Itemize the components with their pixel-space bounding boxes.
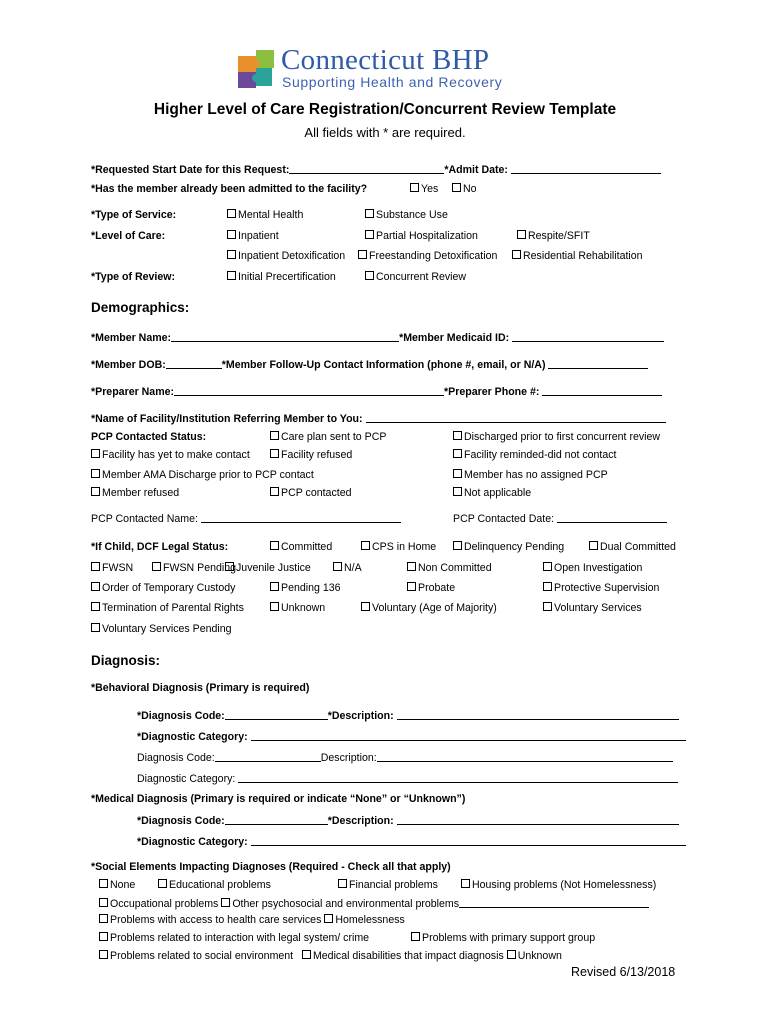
description-label: Description: [320, 752, 377, 764]
termination-checkbox[interactable]: Termination of Parental Rights [91, 602, 244, 615]
diagnostic-category-label: Diagnostic Category: [137, 773, 236, 785]
social-env-row[interactable] [99, 950, 562, 963]
diagnostic-category-label: *Diagnostic Category: [137, 836, 248, 848]
description-label: *Description: [327, 710, 394, 722]
respite-checkbox[interactable]: Respite/SFIT [517, 230, 590, 243]
initial-precert-checkbox[interactable]: Initial Precertification [227, 271, 336, 284]
not-applicable-checkbox[interactable]: Not applicable [453, 487, 531, 500]
diagnosis-code-label: *Diagnosis Code: [137, 710, 225, 722]
freestanding-detox-checkbox[interactable]: Freestanding Detoxification [358, 250, 497, 263]
non-committed-checkbox[interactable]: Non Committed [407, 562, 492, 575]
diagnosis-heading: Diagnosis: [91, 653, 161, 668]
occupational-checkbox[interactable]: Occupational problems [99, 898, 218, 910]
care-plan-checkbox[interactable]: Care plan sent to PCP [270, 431, 386, 444]
page-subtitle: All fields with * are required. [304, 125, 466, 140]
admitted-no-checkbox[interactable]: No [452, 183, 477, 196]
cps-in-home-checkbox[interactable]: CPS in Home [361, 541, 436, 554]
facility-reminded-checkbox[interactable]: Facility reminded-did not contact [453, 449, 617, 462]
admit-date-label: *Admit Date: [444, 164, 508, 176]
dcf-na-checkbox[interactable]: N/A [333, 562, 362, 575]
revised-date: Revised 6/13/2018 [571, 965, 676, 979]
preparer-name-field[interactable] [91, 385, 662, 399]
open-investigation-checkbox[interactable]: Open Investigation [543, 562, 642, 575]
description-label: *Description: [327, 815, 394, 827]
fwsn-checkbox[interactable]: FWSN [91, 562, 133, 575]
type-of-review-label: *Type of Review: [91, 271, 175, 283]
fwsn-pending-checkbox[interactable]: FWSN Pending [152, 562, 236, 575]
mental-health-checkbox[interactable]: Mental Health [227, 209, 303, 222]
member-name-field[interactable] [91, 331, 664, 345]
delinquency-pending-checkbox[interactable]: Delinquency Pending [453, 541, 564, 554]
behavioral-diagnosis-label: *Behavioral Diagnosis (Primary is required) [91, 682, 310, 694]
pcp-status-label: PCP Contacted Status: [91, 431, 207, 443]
facility-refused-checkbox[interactable]: Facility refused [270, 449, 352, 462]
medical-disabilities-checkbox[interactable]: Medical disabilities that impact diagnosis [302, 950, 504, 962]
secondary-code-field[interactable] [137, 751, 673, 765]
admitted-yes-checkbox[interactable]: Yes [410, 183, 438, 196]
social-environment-checkbox[interactable]: Problems related to social environment [99, 950, 293, 962]
pcp-date-label: PCP Contacted Date: [453, 513, 555, 525]
medical-category-field[interactable] [137, 835, 686, 849]
referring-facility-field[interactable] [91, 412, 666, 426]
logo [236, 44, 536, 92]
temp-custody-checkbox[interactable]: Order of Temporary Custody [91, 582, 235, 595]
start-date-label: *Requested Start Date for this Request: [91, 164, 290, 176]
diagnosis-code-label: *Diagnosis Code: [137, 815, 225, 827]
dcf-status-label: *If Child, DCF Legal Status: [91, 541, 229, 553]
start-date-field[interactable] [91, 163, 661, 177]
medical-code-field[interactable] [137, 814, 679, 828]
pcp-name-field[interactable] [91, 512, 401, 526]
discharged-checkbox[interactable]: Discharged prior to first concurrent review [453, 431, 660, 444]
substance-use-checkbox[interactable]: Substance Use [365, 209, 448, 222]
preparer-name-label: *Preparer Name: [91, 386, 175, 398]
puzzle-logo-icon [236, 48, 280, 92]
followup-label: *Member Follow-Up Contact Information (phone #, email, or N/A) [221, 359, 546, 371]
occupational-row[interactable] [99, 897, 649, 911]
medicaid-id-label: *Member Medicaid ID: [399, 332, 510, 344]
pcp-date-field[interactable] [453, 512, 667, 526]
secondary-category-field[interactable] [137, 772, 678, 786]
member-dob-label: *Member DOB: [91, 359, 166, 371]
preparer-phone-label: *Preparer Phone #: [444, 386, 540, 398]
housing-checkbox[interactable]: Housing problems (Not Homelessness) [461, 879, 656, 892]
social-elements-label: *Social Elements Impacting Diagnoses (Required - Check all that apply) [91, 861, 451, 873]
concurrent-review-checkbox[interactable]: Concurrent Review [365, 271, 466, 284]
dcf-unknown-checkbox[interactable]: Unknown [270, 602, 325, 615]
behavioral-code-field[interactable] [137, 709, 679, 723]
behavioral-category-field[interactable] [137, 730, 686, 744]
page-title: Higher Level of Care Registration/Concurrent Review Template [153, 101, 617, 118]
juvenile-justice-checkbox[interactable]: Juvenile Justice [225, 562, 311, 575]
financial-checkbox[interactable]: Financial problems [338, 879, 438, 892]
pcp-name-label: PCP Contacted Name: [91, 513, 198, 525]
social-unknown-checkbox[interactable]: Unknown [507, 950, 562, 962]
residential-rehab-checkbox[interactable]: Residential Rehabilitation [512, 250, 643, 263]
diagnosis-code-label: Diagnosis Code: [137, 752, 215, 764]
partial-hospitalization-checkbox[interactable]: Partial Hospitalization [365, 230, 478, 243]
pending-136-checkbox[interactable]: Pending 136 [270, 582, 341, 595]
voluntary-pending-checkbox[interactable]: Voluntary Services Pending [91, 623, 232, 636]
yet-to-contact-checkbox[interactable]: Facility has yet to make contact [91, 449, 250, 462]
member-dob-field[interactable] [91, 358, 648, 372]
pcp-contacted-checkbox[interactable]: PCP contacted [270, 487, 351, 500]
support-group-checkbox[interactable]: Problems with primary support group [411, 932, 595, 945]
probate-checkbox[interactable]: Probate [407, 582, 455, 595]
educational-checkbox[interactable]: Educational problems [158, 879, 271, 892]
logo-tagline: Supporting Health and Recovery [282, 74, 503, 90]
inpatient-checkbox[interactable]: Inpatient [227, 230, 279, 243]
other-environmental-checkbox[interactable]: Other psychosocial and environmental problems [221, 898, 459, 910]
health-access-row[interactable] [99, 914, 405, 927]
inpatient-detox-checkbox[interactable]: Inpatient Detoxification [227, 250, 345, 263]
member-refused-checkbox[interactable]: Member refused [91, 487, 179, 500]
level-of-care-label: *Level of Care: [91, 230, 166, 242]
admitted-label: *Has the member already been admitted to the facility? [91, 183, 368, 195]
ama-discharge-checkbox[interactable]: Member AMA Discharge prior to PCP contact [91, 469, 314, 482]
dual-committed-checkbox[interactable]: Dual Committed [589, 541, 676, 554]
no-pcp-checkbox[interactable]: Member has no assigned PCP [453, 469, 608, 482]
health-access-checkbox[interactable]: Problems with access to health care services [99, 914, 321, 926]
social-none-checkbox[interactable]: None [99, 879, 135, 892]
medical-diagnosis-label: *Medical Diagnosis (Primary is required or indicate “None” or “Unknown”) [91, 793, 466, 805]
voluntary-majority-checkbox[interactable]: Voluntary (Age of Majority) [361, 602, 497, 615]
legal-system-checkbox[interactable]: Problems related to interaction with legal system/ crime [99, 932, 369, 945]
homelessness-checkbox[interactable]: Homelessness [324, 914, 404, 926]
committed-checkbox[interactable]: Committed [270, 541, 332, 554]
demographics-heading: Demographics: [91, 300, 190, 315]
logo-name: Connecticut BHP [281, 44, 490, 76]
member-name-label: *Member Name: [91, 332, 172, 344]
diagnostic-category-label: *Diagnostic Category: [137, 731, 248, 743]
protective-supervision-checkbox[interactable]: Protective Supervision [543, 582, 659, 595]
referring-label: *Name of Facility/Institution Referring Member to You: [91, 413, 363, 425]
voluntary-services-checkbox[interactable]: Voluntary Services [543, 602, 642, 615]
type-of-service-label: *Type of Service: [91, 209, 177, 221]
